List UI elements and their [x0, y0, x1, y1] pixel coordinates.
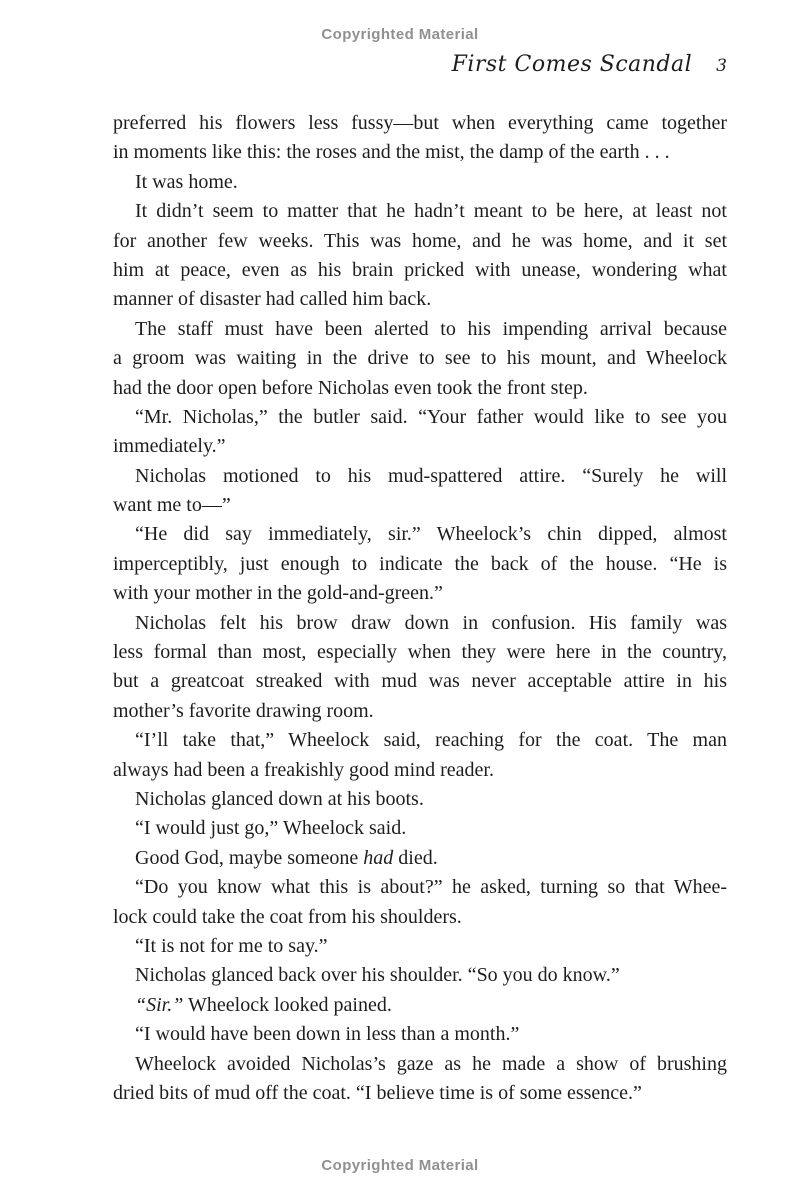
body-line — [113, 256, 727, 285]
text-segment: Nicholas motioned to his mud-spattered attire. “Surely he will — [135, 464, 727, 487]
text-segment: immediately.” — [113, 435, 226, 458]
text-segment: less formal than most, especially when they were here in the country, — [113, 641, 727, 664]
body-line — [113, 844, 727, 873]
body-line — [113, 903, 727, 932]
book-title: First Comes Scandal — [451, 52, 693, 77]
body-line — [113, 726, 727, 755]
body-line — [113, 991, 727, 1020]
body-line — [113, 227, 727, 256]
text-segment: died. — [393, 846, 438, 869]
text-segment: imperceptibly, just enough to indicate the back of the house. “He is — [113, 552, 727, 575]
emphasized-text: had — [363, 846, 394, 869]
text-segment: preferred his flowers less fussy—but when everything came together — [113, 112, 727, 134]
body-line — [113, 168, 727, 197]
text-segment: “I’ll take that,” Wheelock said, reaching for the coat. The man — [135, 729, 727, 752]
text-segment: lock could take the coat from his shoulders. — [113, 905, 462, 928]
body-text — [113, 109, 727, 1108]
body-line — [113, 638, 727, 667]
body-line — [113, 814, 727, 843]
text-segment: Nicholas glanced down at his boots. — [135, 787, 424, 810]
body-line — [113, 520, 727, 549]
body-line — [113, 403, 727, 432]
body-line — [113, 873, 727, 902]
page-number: 3 — [716, 56, 727, 76]
text-segment: but a greatcoat streaked with mud was never acceptable attire in his — [113, 670, 727, 693]
text-segment: “He did say immediately, sir.” Wheelock’s chin dipped, almost — [135, 523, 727, 546]
text-segment: The staff must have been alerted to his impending arrival because — [135, 317, 727, 340]
text-segment: It was home. — [135, 170, 238, 193]
body-line — [113, 667, 727, 696]
text-segment: “I would have been down in less than a month.” — [135, 1023, 520, 1046]
body-line — [113, 932, 727, 961]
body-line — [113, 1020, 727, 1049]
body-line — [113, 109, 727, 138]
text-segment: in moments like this: the roses and the mist, the damp of the earth . . . — [113, 141, 670, 164]
text-segment: Wheelock avoided Nicholas’s gaze as he made a show of brushing — [135, 1052, 727, 1075]
body-line — [113, 344, 727, 373]
body-line — [113, 1050, 727, 1079]
text-segment: manner of disaster had called him back. — [113, 288, 432, 311]
text-segment: a groom was waiting in the drive to see to his mount, and Wheelock — [113, 347, 727, 370]
text-segment: him at peace, even as his brain pricked with unease, wondering what — [113, 258, 727, 281]
text-segment: Nicholas glanced back over his shoulder. “So you do know.” — [135, 964, 620, 987]
body-line — [113, 579, 727, 608]
body-line — [113, 550, 727, 579]
text-segment: always had been a freakishly good mind reader. — [113, 758, 494, 781]
body-line — [113, 756, 727, 785]
body-line — [113, 138, 727, 167]
text-segment: “I would just go,” Wheelock said. — [135, 817, 407, 840]
body-line — [113, 961, 727, 990]
body-line — [113, 609, 727, 638]
text-segment: mother’s favorite drawing room. — [113, 699, 374, 722]
text-segment: with your mother in the gold-and-green.” — [113, 582, 443, 605]
body-line — [113, 785, 727, 814]
body-line — [113, 462, 727, 491]
running-header — [113, 52, 727, 77]
text-segment: Nicholas felt his brow draw down in confusion. His family was — [135, 611, 727, 634]
body-line — [113, 697, 727, 726]
body-line — [113, 1079, 727, 1108]
body-line — [113, 432, 727, 461]
body-line — [113, 285, 727, 314]
body-line — [113, 197, 727, 226]
text-segment: had the door open before Nicholas even took the front step. — [113, 376, 588, 399]
text-segment: Good God, maybe someone — [135, 846, 364, 869]
text-segment: “Mr. Nicholas,” the butler said. “Your father would like to see you — [135, 405, 727, 428]
emphasized-text: “Sir.” — [135, 993, 184, 1016]
text-segment: dried bits of mud off the coat. “I believe time is of some essence.” — [113, 1081, 642, 1104]
body-line — [113, 491, 727, 520]
text-segment: “It is not for me to say.” — [135, 934, 328, 957]
text-segment: It didn’t seem to matter that he hadn’t meant to be here, at least not — [135, 200, 727, 223]
text-segment: “Do you know what this is about?” he asked, turning so that Whee- — [135, 876, 727, 899]
text-segment: want me to—” — [113, 494, 231, 517]
copyright-notice-bottom: Copyrighted Material — [321, 1157, 479, 1174]
copyright-notice-top: Copyrighted Material — [321, 26, 479, 43]
body-line — [113, 315, 727, 344]
text-segment: for another few weeks. This was home, and he was home, and it set — [113, 229, 727, 252]
text-segment: Wheelock looked pained. — [183, 993, 392, 1016]
body-line — [113, 374, 727, 403]
